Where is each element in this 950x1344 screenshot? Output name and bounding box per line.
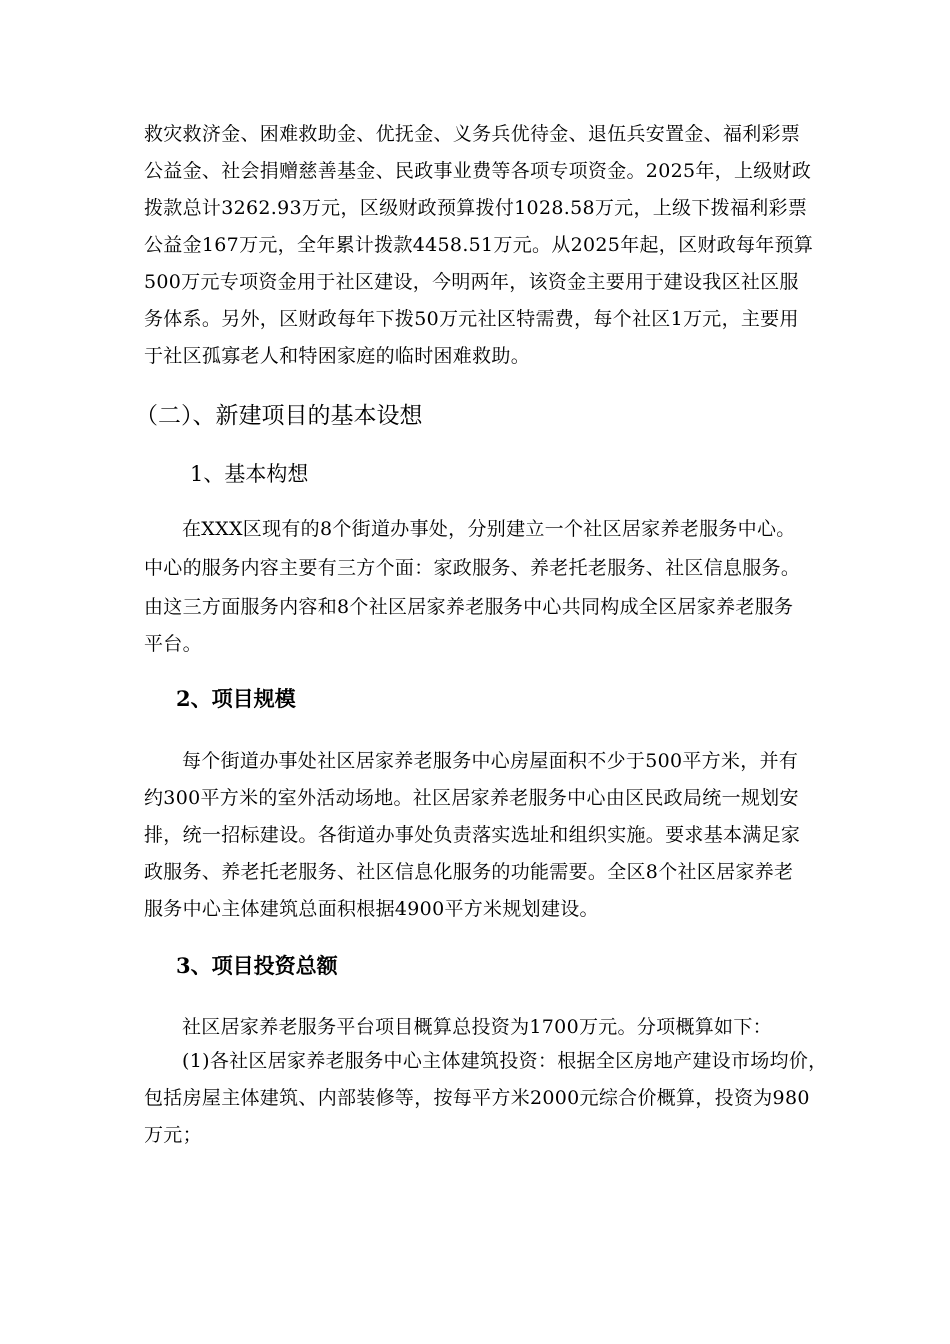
subsection-2-heading: 2、项目规模 — [176, 686, 296, 711]
sub3-line-2: (1)各社区居家养老服务中心主体建筑投资：根据全区房地产建设市场均价， — [182, 1050, 828, 1072]
sub1-line-4: 平台。 — [144, 633, 202, 655]
sub2-line-1: 每个街道办事处社区居家养老服务中心房屋面积不少于500平方米，并有 — [182, 750, 799, 772]
sub2-line-3: 排，统一招标建设。各街道办事处负责落实选址和组织实施。要求基本满足家 — [144, 824, 801, 846]
sub1-line-1: 在XXX区现有的8个街道办事处，分别建立一个社区居家养老服务中心。 — [182, 518, 796, 540]
subsection-1-heading: 1、基本构想 — [190, 462, 309, 486]
intro-line-3: 拨款总计3262.93万元，区级财政预算拨付1028.58万元，上级下拨福利彩票 — [144, 197, 808, 219]
intro-line-5: 500万元专项资金用于社区建设，今明两年，该资金主要用于建设我区社区服 — [144, 271, 799, 293]
sub1-line-2: 中心的服务内容主要有三方个面：家政服务、养老托老服务、社区信息服务。 — [144, 557, 801, 579]
sub2-line-4: 政服务、养老托老服务、社区信息化服务的功能需要。全区8个社区居家养老 — [144, 861, 794, 883]
section-heading: （二）、新建项目的基本设想 — [135, 403, 423, 429]
intro-line-6: 务体系。另外，区财政每年下拨50万元社区特需费，每个社区1万元，主要用 — [144, 308, 799, 330]
intro-line-2: 公益金、社会捐赠慈善基金、民政事业费等各项专项资金。2025年，上级财政 — [144, 160, 812, 182]
sub2-line-5: 服务中心主体建筑总面积根据4900平方米规划建设。 — [144, 898, 599, 920]
intro-line-4: 公益金167万元，全年累计拨款4458.51万元。从2025年起，区财政每年预算 — [144, 234, 814, 256]
sub3-line-4: 万元； — [144, 1124, 202, 1146]
intro-line-7: 于社区孤寡老人和特困家庭的临时困难救助。 — [144, 345, 531, 367]
subsection-3-heading: 3、项目投资总额 — [176, 953, 338, 978]
sub3-line-1: 社区居家养老服务平台项目概算总投资为1700万元。分项概算如下： — [182, 1016, 772, 1038]
sub1-line-3: 由这三方面服务内容和8个社区居家养老服务中心共同构成全区居家养老服务 — [144, 596, 794, 618]
sub2-line-2: 约300平方米的室外活动场地。社区居家养老服务中心由区民政局统一规划安 — [144, 787, 799, 809]
sub3-line-3: 包括房屋主体建筑、内部装修等，按每平方米2000元综合价概算，投资为980 — [144, 1087, 810, 1109]
intro-line-1: 救灾救济金、困难救助金、优抚金、义务兵优待金、退伍兵安置金、福利彩票 — [144, 123, 801, 145]
